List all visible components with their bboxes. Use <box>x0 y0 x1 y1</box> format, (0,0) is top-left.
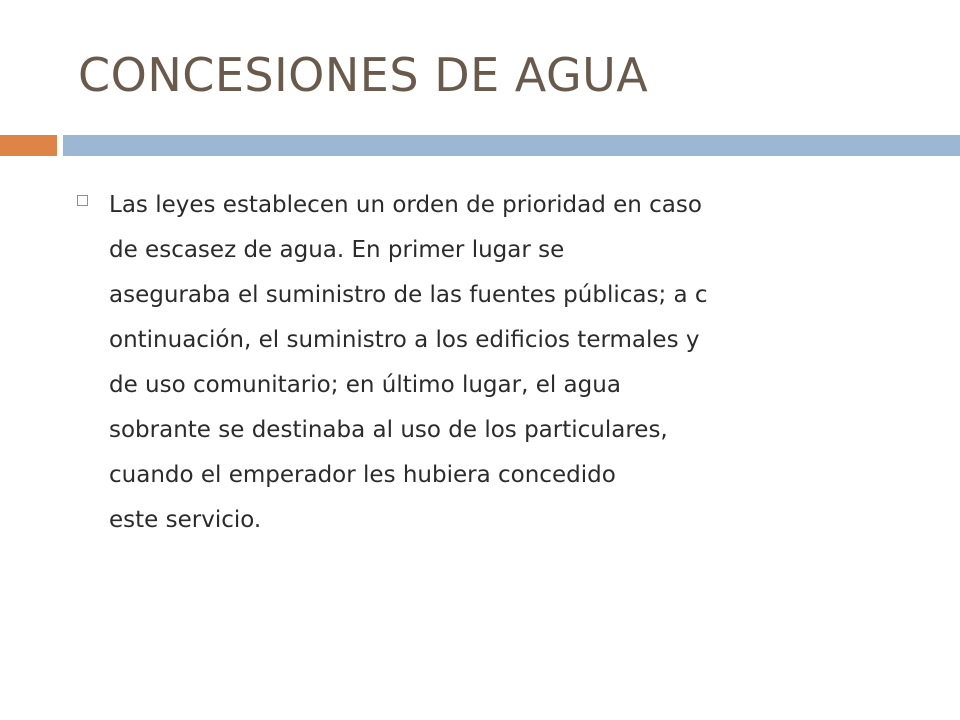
bullet-line: Las leyes establecen un orden de prioridad en caso <box>109 192 702 218</box>
slide-title: CONCESIONES DE AGUA <box>78 48 649 102</box>
bullet-line: aseguraba el suministro de las fuentes públicas; a c <box>109 282 708 308</box>
bullet-line: de uso comunitario; en último lugar, el agua <box>109 372 621 398</box>
title-accent-bar <box>0 135 57 156</box>
bullet-text <box>109 183 917 543</box>
bullet-line: sobrante se destinaba al uso de los particulares, <box>109 417 668 443</box>
hollow-square-icon <box>77 195 88 206</box>
bullet-line: cuando el emperador les hubiera concedido <box>109 462 616 488</box>
bullet-line: este servicio. <box>109 507 262 533</box>
title-rule <box>63 135 960 156</box>
bullet-line: ontinuación, el suministro a los edificios termales y <box>109 327 700 353</box>
bullet-line: de escasez de agua. En primer lugar se <box>109 237 565 263</box>
